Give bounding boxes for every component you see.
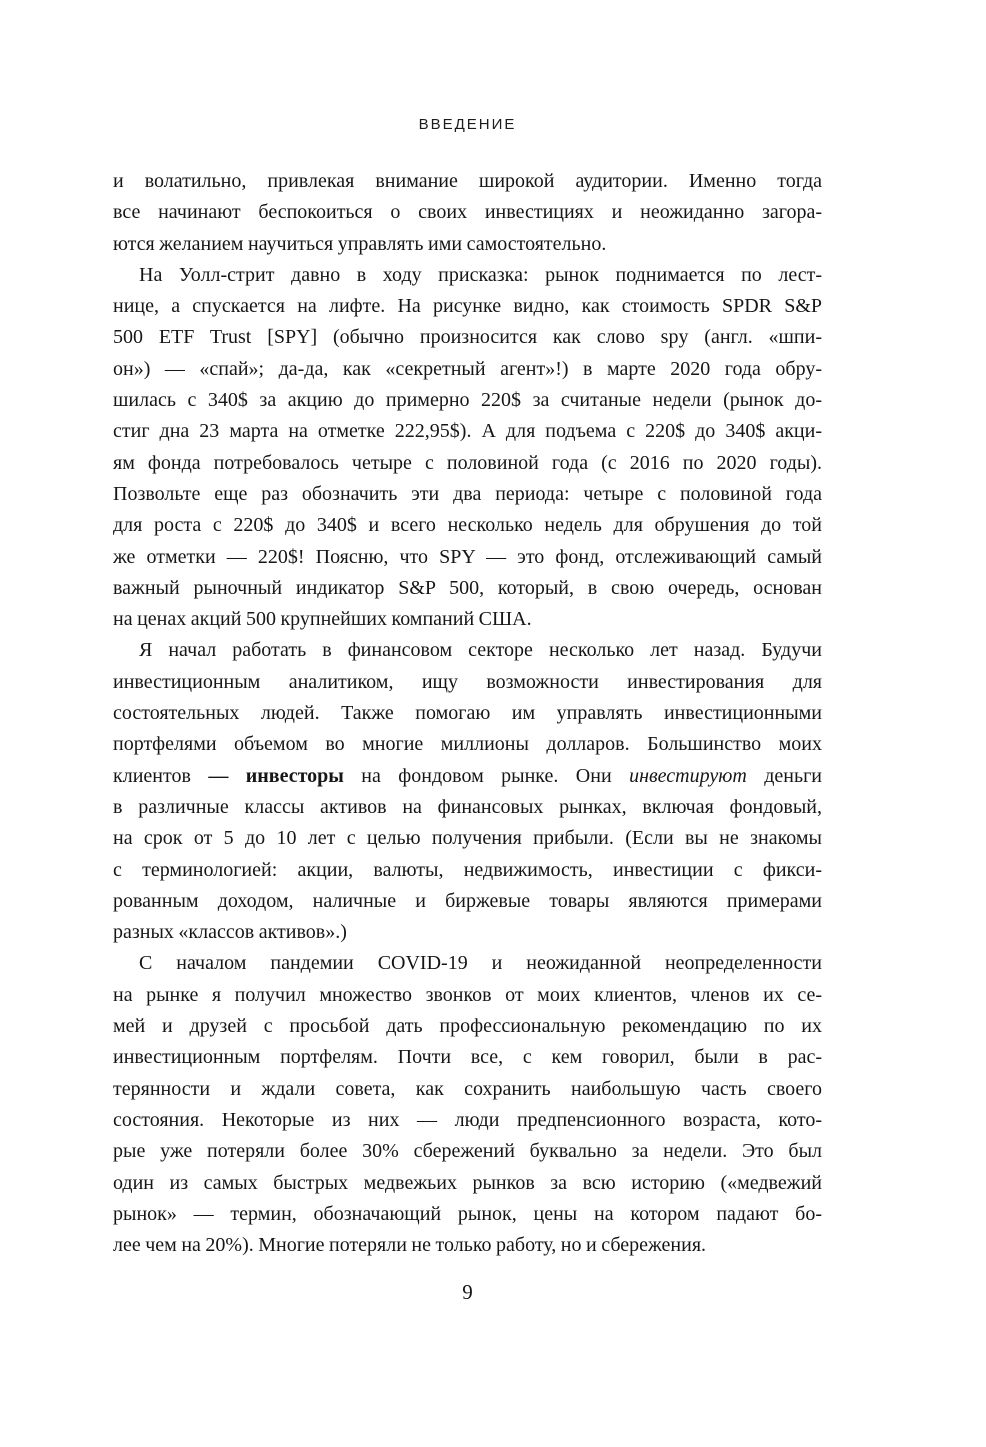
text-line: шилась с 340$ за акцию до примерно 220$ за считаные недели (рынок до- bbox=[113, 389, 822, 412]
paragraph bbox=[113, 166, 822, 260]
text-line: ям фонда потребовалось четыре с половиной года (с 2016 по 2020 годы). bbox=[113, 451, 822, 474]
text-line: Я начал работать в финансовом секторе несколько лет назад. Будучи bbox=[139, 639, 822, 662]
text-line: состоятельных людей. Также помогаю им управлять инвестиционными bbox=[113, 702, 822, 725]
text-line: для роста с 220$ до 340$ и всего несколько недель для обрушения до той bbox=[113, 514, 822, 537]
text-line: состояния. Некоторые из них — люди предпенсионного возраста, кото- bbox=[113, 1108, 822, 1131]
text-line: на срок от 5 до 10 лет с целью получения прибыли. (Если вы не знакомы bbox=[113, 827, 822, 850]
text-line: портфелями объемом во многие миллионы долларов. Большинство моих bbox=[113, 733, 822, 756]
text-line: мей и друзей с просьбой дать профессиональную рекомендацию по их bbox=[113, 1015, 822, 1038]
italic-text: инвестируют bbox=[629, 764, 747, 787]
text-line: рованным доходом, наличные и биржевые товары являются примерами bbox=[113, 889, 822, 912]
text-line: же отметки — 220$! Поясню, что SPY — это фонд, отслеживающий самый bbox=[113, 545, 822, 568]
text-line: Позвольте еще раз обозначить эти два периода: четыре с половиной года bbox=[113, 482, 822, 505]
text-segment: деньги bbox=[746, 764, 822, 787]
text-line: 500 ETF Trust [SPY] (обычно произносится как слово spy (англ. «шпи- bbox=[113, 326, 822, 349]
text-line: разных «классов активов».) bbox=[113, 921, 347, 944]
text-line: в различные классы активов на финансовых рынках, включая фондовый, bbox=[113, 795, 822, 818]
text-line: на рынке я получил множество звонков от моих клиентов, членов их се- bbox=[113, 983, 822, 1006]
text-segment: клиентов bbox=[113, 764, 209, 787]
bold-text: — инвесторы bbox=[208, 764, 344, 787]
text-line: терянности и ждали совета, как сохранить наибольшую часть своего bbox=[113, 1077, 822, 1100]
text-line: лее чем на 20%). Многие потеряли не только работу, но и сбережения. bbox=[113, 1234, 707, 1257]
paragraph bbox=[113, 260, 822, 636]
text-line: С началом пандемии COVID-19 и неожиданной неопределенности bbox=[139, 952, 822, 975]
text-line: рынок» — термин, обозначающий рынок, цены на котором падают бо- bbox=[113, 1202, 822, 1225]
text-line: ются желанием научиться управлять ими самостоятельно. bbox=[113, 232, 607, 255]
text-line: стиг дна 23 марта на отметке 222,95$). А для подъема с 220$ до 340$ акци- bbox=[113, 420, 822, 443]
text-line: инвестиционным портфелям. Почти все, с кем говорил, были в рас- bbox=[113, 1046, 822, 1069]
page-header: ВВЕДЕНИЕ bbox=[418, 116, 517, 133]
text-line: все начинают беспокоиться о своих инвестициях и неожиданно загора- bbox=[113, 201, 822, 224]
text-line: На Уолл-стрит давно в ходу присказка: рынок поднимается по лест- bbox=[139, 263, 822, 286]
text-line: он») — «спай»; да-да, как «секретный агент»!) в марте 2020 года обру- bbox=[113, 357, 822, 380]
page-number: 9 bbox=[462, 1280, 473, 1304]
paragraph bbox=[113, 635, 822, 948]
text-line bbox=[113, 761, 822, 792]
text-line: инвестиционным аналитиком, ищу возможности инвестирования для bbox=[113, 670, 822, 693]
text-line: нице, а спускается на лифте. На рисунке видно, как стоимость SPDR S&P bbox=[113, 295, 822, 318]
paragraph bbox=[113, 948, 822, 1261]
text-line: на ценах акций 500 крупнейших компаний США. bbox=[113, 608, 532, 631]
text-line: рые уже потеряли более 30% сбережений буквально за недели. Это был bbox=[113, 1140, 822, 1163]
text-line: один из самых быстрых медвежьих рынков за всю историю («медвежий bbox=[113, 1171, 822, 1194]
text-block bbox=[113, 166, 822, 1261]
text-line: с терминологией: акции, валюты, недвижимость, инвестиции с фикси- bbox=[113, 858, 822, 881]
text-line: важный рыночный индикатор S&P 500, который, в свою очередь, основан bbox=[113, 576, 822, 599]
text-segment: на фондовом рынке. Они bbox=[343, 764, 630, 787]
text-line: и волатильно, привлекая внимание широкой аудитории. Именно тогда bbox=[113, 170, 822, 192]
